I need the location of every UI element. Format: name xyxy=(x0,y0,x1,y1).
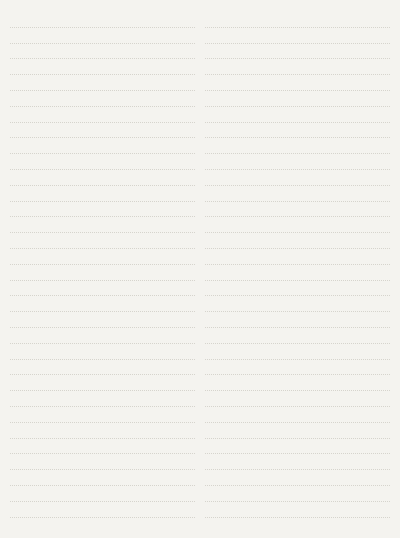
register-entry xyxy=(10,281,195,297)
register-entry xyxy=(205,454,390,470)
register-entry xyxy=(205,360,390,376)
register-entry xyxy=(10,375,195,391)
register-entry xyxy=(10,407,195,423)
register-entry xyxy=(205,107,390,123)
register-entry xyxy=(205,233,390,249)
register-entry xyxy=(10,202,195,218)
left-column xyxy=(10,12,195,524)
register-entry xyxy=(205,328,390,344)
register-entry xyxy=(10,518,195,525)
register-entry xyxy=(10,360,195,376)
register-entry xyxy=(205,486,390,502)
register-entry xyxy=(205,407,390,423)
register-entry xyxy=(205,344,390,360)
register-entry xyxy=(205,439,390,455)
register-entry xyxy=(205,44,390,60)
register-entry xyxy=(10,28,195,44)
register-entry xyxy=(10,249,195,265)
register-entry xyxy=(205,202,390,218)
register-entry xyxy=(205,28,390,44)
register-entry xyxy=(10,12,195,28)
register-entry xyxy=(205,375,390,391)
register-entry xyxy=(10,328,195,344)
register-entry xyxy=(10,75,195,91)
register-entry xyxy=(205,59,390,75)
register-entry xyxy=(205,170,390,186)
register-entry xyxy=(205,217,390,233)
register-entry xyxy=(10,470,195,486)
register-entry xyxy=(205,91,390,107)
register-entry xyxy=(205,75,390,91)
register-entry xyxy=(205,502,390,518)
register-entry xyxy=(205,470,390,486)
register-entry xyxy=(10,439,195,455)
register-entry xyxy=(10,217,195,233)
register-entry xyxy=(10,423,195,439)
register-entry xyxy=(10,265,195,281)
register-entry xyxy=(10,170,195,186)
register-entry xyxy=(10,107,195,123)
register-entry xyxy=(10,296,195,312)
register-entry xyxy=(10,454,195,470)
register-entry xyxy=(205,249,390,265)
register-entry xyxy=(10,44,195,60)
register-entry xyxy=(205,265,390,281)
register-entry xyxy=(205,186,390,202)
register-entry xyxy=(205,12,390,28)
register-entry xyxy=(205,281,390,297)
register-entry xyxy=(205,423,390,439)
register-entry xyxy=(10,154,195,170)
register-entry xyxy=(205,391,390,407)
register-entry xyxy=(10,59,195,75)
right-column xyxy=(205,12,390,524)
register-entry xyxy=(10,312,195,328)
register-entry xyxy=(205,296,390,312)
register-entry xyxy=(205,123,390,139)
register-entry xyxy=(205,138,390,154)
register-entry xyxy=(10,391,195,407)
register-entry xyxy=(10,138,195,154)
register-entry xyxy=(10,91,195,107)
register-entry xyxy=(10,502,195,518)
register-entry xyxy=(10,344,195,360)
register-entry xyxy=(10,123,195,139)
register-entry xyxy=(10,233,195,249)
register-entry xyxy=(205,154,390,170)
register-entry xyxy=(10,186,195,202)
register-entry xyxy=(205,312,390,328)
register-entry xyxy=(205,518,390,525)
register-columns xyxy=(10,12,390,524)
register-entry xyxy=(10,486,195,502)
